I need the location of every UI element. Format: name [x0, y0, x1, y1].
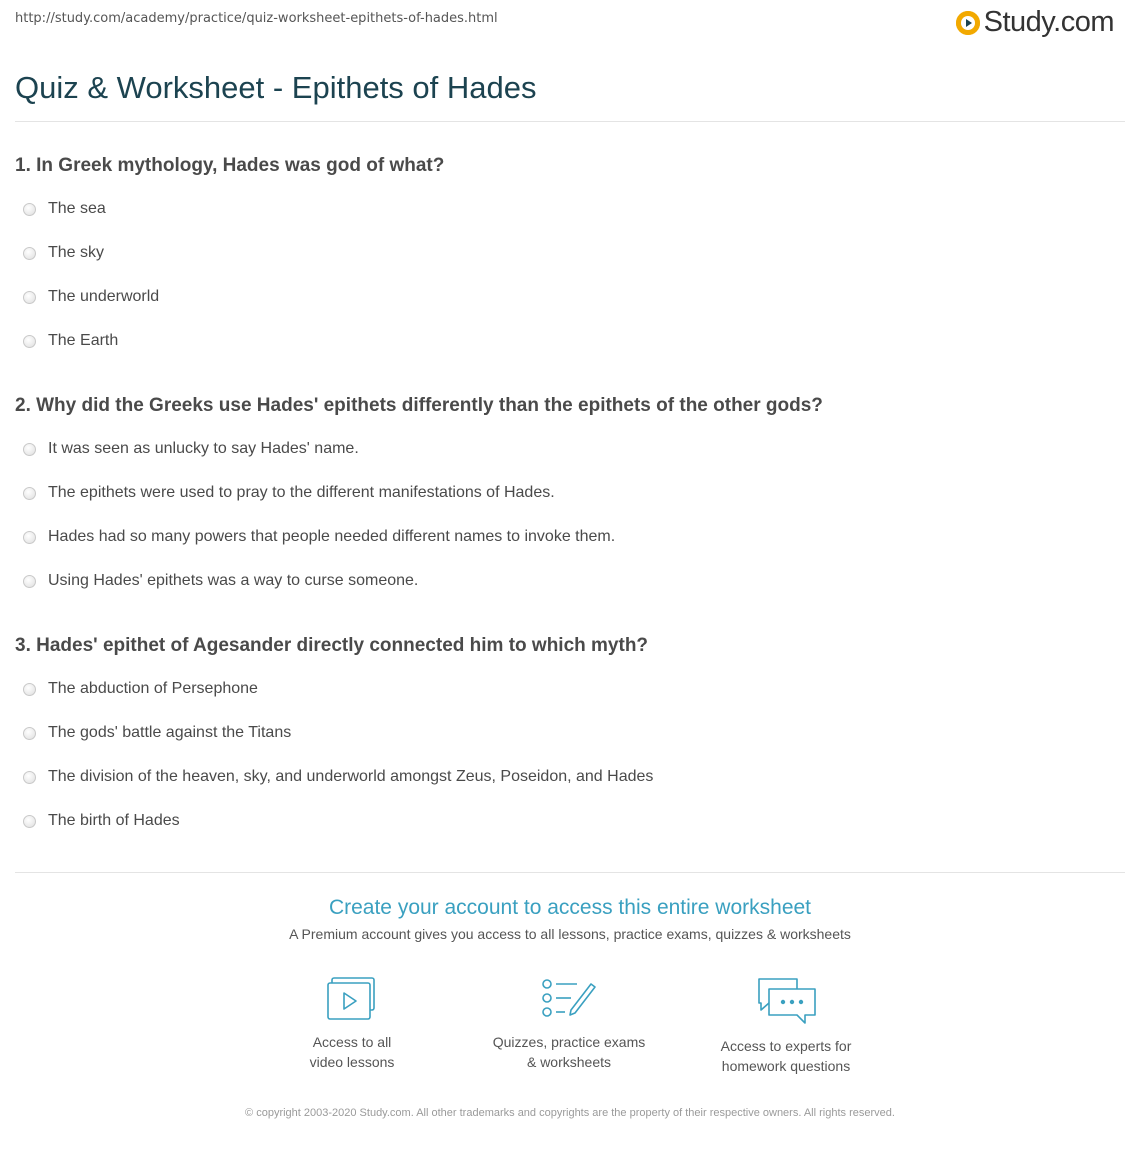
answer-label: The abduction of Persephone [48, 680, 258, 697]
feature-quizzes [469, 976, 669, 1072]
page-title: Quiz & Worksheet - Epithets of Hades [15, 70, 537, 105]
radio-button[interactable] [23, 683, 36, 696]
answer-option[interactable] [23, 484, 555, 502]
radio-button[interactable] [23, 575, 36, 588]
answer-label: The sea [48, 200, 106, 217]
radio-button[interactable] [23, 443, 36, 456]
answer-option[interactable] [23, 332, 118, 350]
radio-button[interactable] [23, 203, 36, 216]
answer-option[interactable] [23, 528, 615, 546]
answer-option[interactable] [23, 200, 106, 218]
answer-label: The gods' battle against the Titans [48, 724, 292, 741]
answer-option[interactable] [23, 680, 258, 698]
feature-label: Quizzes, practice exams & worksheets [492, 1034, 646, 1070]
copyright-notice: © copyright 2003-2020 Study.com. All other trademarks and copyrights are the property of their respective owners. All rights reserved. [245, 1107, 895, 1119]
chat-bubbles-icon [755, 976, 817, 1026]
answer-option[interactable] [23, 288, 159, 306]
checklist-icon [541, 976, 597, 1022]
radio-button[interactable] [23, 487, 36, 500]
page-url: http://study.com/academy/practice/quiz-worksheet-epithets-of-hades.html [15, 11, 498, 26]
cta-subtitle: A Premium account gives you access to all lessons, practice exams, quizzes & worksheets [289, 926, 851, 942]
answer-option[interactable] [23, 724, 291, 742]
feature-experts [686, 976, 886, 1076]
radio-button[interactable] [23, 815, 36, 828]
answer-option[interactable] [23, 812, 180, 830]
study-logo[interactable] [956, 6, 1114, 39]
video-lessons-icon [326, 976, 378, 1022]
answer-option[interactable] [23, 244, 104, 262]
question-1: 1. In Greek mythology, Hades was god of what? [15, 155, 445, 176]
answer-label: It was seen as unlucky to say Hades' name. [48, 440, 359, 457]
logo-text: Study.com [983, 6, 1114, 38]
question-3: 3. Hades' epithet of Agesander directly connected him to which myth? [15, 635, 649, 656]
answer-option[interactable] [23, 768, 653, 786]
feature-label: Access to experts for homework questions [720, 1038, 852, 1074]
answer-label: The sky [48, 244, 105, 261]
feature-video-lessons [252, 976, 452, 1072]
radio-button[interactable] [23, 531, 36, 544]
answer-label: The Earth [48, 332, 119, 349]
question-2: 2. Why did the Greeks use Hades' epithets differently than the epithets of the other gods? [15, 395, 823, 416]
answer-label: Hades had so many powers that people needed different names to invoke them. [48, 528, 616, 545]
answer-label: The division of the heaven, sky, and underworld amongst Zeus, Poseidon, and Hades [48, 768, 654, 785]
radio-button[interactable] [23, 335, 36, 348]
divider [15, 121, 1125, 122]
answer-option[interactable] [23, 572, 418, 590]
answer-label: The birth of Hades [48, 812, 180, 829]
radio-button[interactable] [23, 727, 36, 740]
radio-button[interactable] [23, 247, 36, 260]
answer-label: The underworld [48, 288, 160, 305]
radio-button[interactable] [23, 291, 36, 304]
answer-label: Using Hades' epithets was a way to curse someone. [48, 572, 419, 589]
answer-label: The epithets were used to pray to the different manifestations of Hades. [48, 484, 555, 501]
answer-option[interactable] [23, 440, 359, 458]
divider [15, 872, 1125, 873]
create-account-link[interactable]: Create your account to access this entire worksheet [328, 896, 812, 919]
play-icon [956, 11, 980, 35]
feature-label: Access to all video lessons [309, 1034, 395, 1070]
radio-button[interactable] [23, 771, 36, 784]
